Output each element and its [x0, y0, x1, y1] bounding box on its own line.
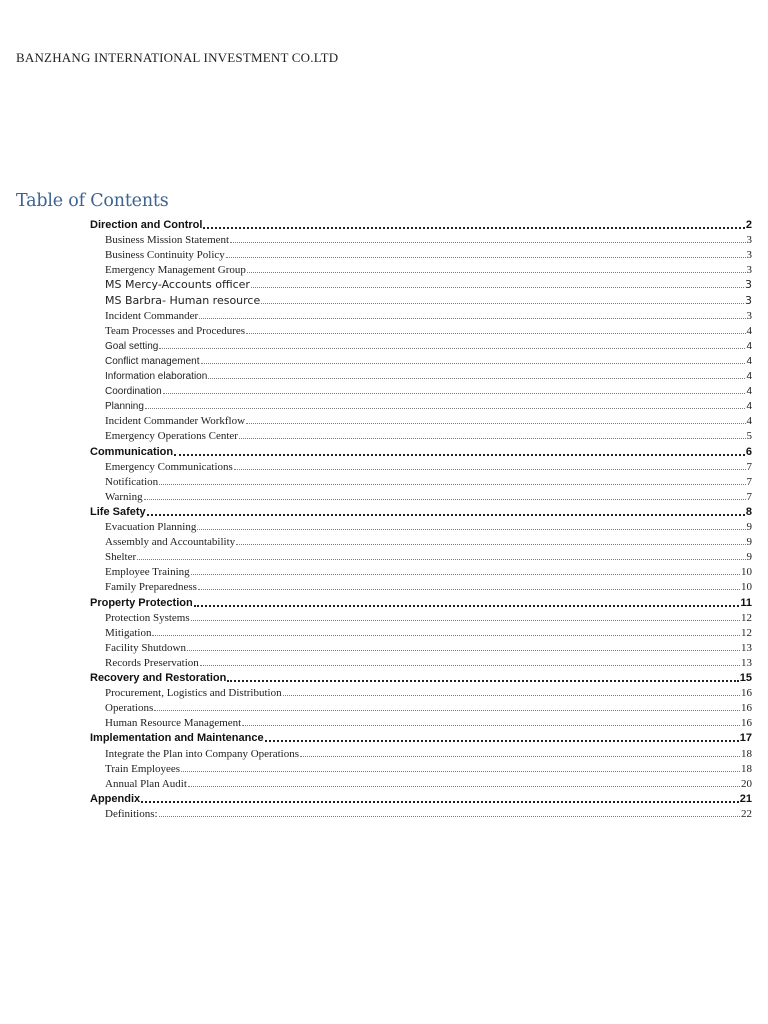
- toc-subsection-link[interactable]: [105, 231, 752, 246]
- dot-leader: [208, 377, 745, 379]
- dot-leader: [239, 437, 746, 439]
- toc-entry-label: Emergency Operations Center: [105, 430, 238, 443]
- dot-leader: [200, 664, 740, 666]
- toc-page-number: 10: [741, 581, 752, 594]
- dot-leader: [199, 317, 745, 319]
- dot-leader: [261, 302, 744, 304]
- toc-page-number: 3: [746, 309, 752, 322]
- toc-subsection-link[interactable]: [105, 760, 752, 775]
- dot-leader: [163, 392, 746, 394]
- dot-leader: [188, 785, 740, 787]
- toc-entry-label: Operations: [105, 702, 154, 715]
- toc-subsection-link[interactable]: [105, 609, 752, 624]
- toc-page-number: 11: [740, 596, 752, 609]
- toc-page-number: 22: [741, 807, 752, 820]
- dot-leader: [227, 679, 738, 682]
- toc-page-number: 9: [746, 536, 752, 549]
- toc-page-number: 10: [741, 566, 752, 579]
- toc-entry-label: Implementation and Maintenance: [90, 732, 264, 745]
- toc-page-number: 7: [746, 490, 752, 503]
- toc-entry-label: Assembly and Accountability: [105, 536, 236, 549]
- toc-entry-label: Human Resource Management: [105, 717, 242, 730]
- toc-entry-label: Employee Training: [105, 566, 190, 579]
- dot-leader: [187, 649, 740, 651]
- toc-entry-label: Emergency Communications: [105, 460, 233, 473]
- toc-entry-label: Business Continuity Policy: [105, 249, 225, 262]
- toc-page-number: 4: [746, 415, 752, 428]
- toc-entry-label: Train Employees: [105, 762, 181, 775]
- dot-leader: [265, 739, 739, 742]
- toc-page-number: 16: [741, 687, 752, 700]
- toc-subsection-link[interactable]: [105, 473, 752, 488]
- toc-entry-label: Conflict management: [105, 355, 200, 367]
- toc-page-number: 17: [739, 732, 752, 745]
- toc-page-number: 7: [746, 475, 752, 488]
- dot-leader: [300, 755, 740, 757]
- dot-leader: [147, 513, 745, 516]
- dot-leader: [145, 407, 746, 409]
- toc-subsection-link[interactable]: [105, 745, 752, 760]
- dot-leader: [154, 709, 740, 711]
- toc-subsection-link[interactable]: [105, 805, 752, 820]
- dot-leader: [230, 241, 745, 243]
- toc-section-link[interactable]: [90, 443, 752, 458]
- toc-subsection-link[interactable]: [105, 533, 752, 548]
- toc-entry-label: MS Mercy-Accounts officer: [105, 278, 250, 292]
- toc-subsection-link[interactable]: [105, 578, 752, 593]
- dot-leader: [198, 588, 740, 590]
- toc-page-number: 2: [745, 219, 752, 231]
- dot-leader: [201, 362, 746, 364]
- dot-leader: [159, 483, 745, 485]
- toc-subsection-link[interactable]: [105, 367, 752, 382]
- toc-page-number: 4: [746, 355, 752, 367]
- toc-entry-label: Evacuation Planning: [105, 521, 197, 533]
- toc-page-number: 8: [745, 505, 752, 518]
- toc-entry-label: Family Preparedness: [105, 581, 197, 594]
- dot-leader: [234, 468, 746, 470]
- toc-entry-label: Notification: [105, 475, 159, 488]
- toc-page-number: 12: [741, 611, 752, 624]
- toc-entry-label: Property Protection: [90, 596, 193, 609]
- toc-page-number: 15: [739, 672, 752, 684]
- toc-subsection-link[interactable]: [105, 352, 752, 367]
- dot-leader: [144, 498, 746, 500]
- toc-entry-label: Information elaboration: [105, 371, 208, 382]
- dot-leader: [191, 619, 740, 621]
- toc-subsection-link[interactable]: [105, 775, 752, 790]
- dot-leader: [191, 573, 740, 575]
- toc-page-number: 3: [745, 293, 752, 307]
- toc-page-number: 16: [741, 717, 752, 730]
- toc-entry-label: Mitigation: [105, 626, 152, 639]
- dot-leader: [197, 528, 745, 530]
- toc-page-number: 18: [741, 747, 752, 760]
- toc-page-number: 9: [746, 521, 752, 533]
- toc-section-link[interactable]: [90, 669, 752, 684]
- toc-page-number: 13: [741, 656, 752, 669]
- toc-subsection-link[interactable]: [105, 337, 752, 352]
- toc-page-number: 18: [741, 762, 752, 775]
- dot-leader: [159, 815, 740, 817]
- toc-subsection-link[interactable]: [105, 397, 752, 412]
- toc-entry-label: Appendix: [90, 792, 141, 805]
- toc-subsection-link[interactable]: [105, 488, 752, 503]
- toc-subsection-link[interactable]: [105, 276, 752, 291]
- toc-subsection-link[interactable]: [105, 292, 752, 307]
- toc-page-number: 6: [745, 445, 752, 458]
- dot-leader: [246, 422, 745, 424]
- toc-subsection-link[interactable]: [105, 548, 752, 563]
- toc-subsection-link[interactable]: [105, 261, 752, 276]
- toc-page-number: 16: [741, 702, 752, 715]
- toc-entry-label: Incident Commander Workflow: [105, 415, 246, 428]
- toc-page-number: 3: [746, 234, 752, 247]
- toc-subsection-link[interactable]: [105, 307, 752, 322]
- toc-title: Table of Contents: [16, 191, 169, 211]
- toc-subsection-link[interactable]: [105, 412, 752, 427]
- toc-page-number: 9: [746, 551, 752, 564]
- toc-page-number: 12: [741, 626, 752, 639]
- dot-leader: [246, 332, 745, 334]
- toc-subsection-link[interactable]: [105, 563, 752, 578]
- toc-entry-label: Life Safety: [90, 505, 146, 518]
- toc-subsection-link[interactable]: [105, 382, 752, 397]
- toc-page-number: 5: [746, 430, 752, 443]
- toc-entry-label: Business Mission Statement: [105, 234, 230, 247]
- dot-leader: [137, 558, 745, 560]
- dot-leader: [141, 800, 739, 803]
- toc-entry-label: Communication: [90, 445, 174, 458]
- dot-leader: [181, 770, 740, 772]
- toc-subsection-link[interactable]: [105, 654, 752, 669]
- dot-leader: [251, 286, 744, 288]
- toc-page-number: 4: [746, 386, 752, 398]
- toc-section-link[interactable]: [90, 790, 752, 805]
- toc-section-link[interactable]: [90, 216, 752, 231]
- toc-entry-label: Shelter: [105, 551, 137, 564]
- toc-entry-label: Warning: [105, 490, 143, 503]
- toc-entry-label: Emergency Management Group: [105, 264, 246, 277]
- toc-page-number: 20: [741, 777, 752, 790]
- toc-page-number: 4: [746, 371, 752, 382]
- toc-page-number: 4: [746, 324, 752, 337]
- toc-page-number: 21: [739, 792, 752, 805]
- toc-entry-label: Coordination: [105, 386, 162, 398]
- toc-entry-label: Goal setting: [105, 340, 159, 352]
- toc-subsection-link[interactable]: [105, 624, 752, 639]
- toc-entry-label: Annual Plan Audit: [105, 777, 187, 790]
- toc-subsection-link[interactable]: [105, 427, 752, 442]
- dot-leader: [226, 256, 746, 258]
- toc-entry-label: Incident Commander: [105, 309, 199, 322]
- toc-subsection-link[interactable]: [105, 699, 752, 714]
- toc-page-number: 3: [746, 264, 752, 277]
- toc-section-link[interactable]: [90, 594, 752, 609]
- dot-leader: [283, 694, 740, 696]
- toc-entry-label: Recovery and Restoration: [90, 672, 227, 684]
- toc-page-number: 3: [745, 278, 752, 292]
- dot-leader: [194, 604, 740, 607]
- toc-entry-label: Planning: [105, 401, 144, 413]
- toc-subsection-link[interactable]: [105, 458, 752, 473]
- toc-subsection-link[interactable]: [105, 684, 752, 699]
- toc-subsection-link[interactable]: [105, 639, 752, 654]
- toc-entry-label: Records Preservation: [105, 656, 199, 669]
- dot-leader: [159, 347, 745, 349]
- toc-subsection-link[interactable]: [105, 322, 752, 337]
- dot-leader: [236, 543, 745, 545]
- toc-subsection-link[interactable]: [105, 246, 752, 261]
- toc-page-number: 4: [746, 401, 752, 413]
- dot-leader: [174, 453, 745, 456]
- dot-leader: [247, 271, 746, 273]
- company-name: BANZHANG INTERNATIONAL INVESTMENT CO.LTD: [16, 50, 339, 65]
- toc-entry-label: Integrate the Plan into Company Operations: [105, 747, 299, 760]
- toc-entry-label: Protection Systems: [105, 611, 190, 624]
- toc-entry-label: Definitions:: [105, 807, 158, 820]
- toc-entry-label: Direction and Control: [90, 219, 203, 231]
- toc-entry-label: MS Barbra- Human resource: [105, 293, 261, 307]
- toc-section-link[interactable]: [90, 503, 752, 518]
- toc-entry-label: Procurement, Logistics and Distribution: [105, 687, 282, 700]
- toc-entry-label: Team Processes and Procedures: [105, 324, 246, 337]
- toc-subsection-link[interactable]: [105, 714, 752, 729]
- dot-leader: [152, 634, 740, 636]
- toc-entry-label: Facility Shutdown: [105, 641, 186, 654]
- toc-page-number: 4: [746, 340, 752, 352]
- toc-section-link[interactable]: [90, 729, 752, 744]
- toc-page-number: 7: [746, 460, 752, 473]
- dot-leader: [203, 226, 744, 229]
- toc-subsection-link[interactable]: [105, 518, 752, 533]
- toc-page-number: 3: [746, 249, 752, 262]
- dot-leader: [242, 724, 740, 726]
- toc-page-number: 13: [741, 641, 752, 654]
